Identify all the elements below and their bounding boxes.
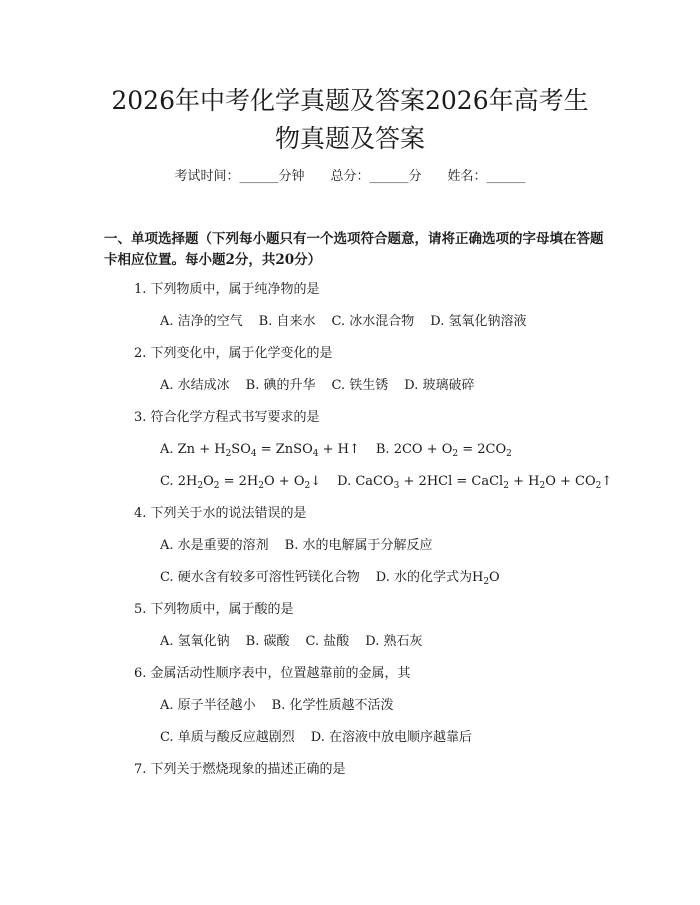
option-4a: A. 水是重要的溶剂	[160, 538, 269, 553]
option-1c: C. 冰水混合物	[331, 314, 415, 329]
option-6a: A. 原子半径越小	[160, 698, 256, 713]
exam-score: 总分：______分	[330, 169, 422, 184]
question-6-options-row-1	[160, 697, 393, 715]
question-3-stem: 3. 符合化学方程式书写要求的是	[134, 410, 320, 425]
exam-meta	[0, 168, 700, 186]
option-2c: C. 铁生锈	[331, 378, 389, 393]
option-5c: C. 盐酸	[305, 634, 350, 649]
question-4-options-row-2	[160, 569, 500, 587]
option-2b: B. 碘的升华	[245, 378, 316, 393]
option-6b: B. 化学性质越不活泼	[271, 698, 394, 713]
title-line-2: 物真题及答案	[274, 124, 425, 153]
question-2-options	[160, 377, 474, 395]
option-4d: D. 水的化学式为$H_2O$	[375, 570, 500, 587]
exam-name: 姓名：______	[447, 169, 526, 184]
question-4-options-row-1	[160, 537, 432, 555]
question-1-options	[160, 313, 526, 331]
question-5-options	[160, 633, 422, 651]
option-1a: A. 洁净的空气	[160, 314, 243, 329]
option-5b: B. 碳酸	[245, 634, 290, 649]
question-1-stem: 1. 下列物质中，属于纯净物的是	[134, 282, 320, 297]
option-6d: D. 在溶液中放电顺序越靠后	[310, 730, 472, 745]
question-5-stem: 5. 下列物质中，属于酸的是	[134, 602, 294, 617]
question-3-options-row-1	[160, 441, 512, 459]
section-heading: 一、单项选择题（下列每小题只有一个选项符合题意，请将正确选项的字母填在答题卡相应位置。每小题2分，共20分）	[104, 231, 604, 268]
option-6c: C. 单质与酸反应越剧烈	[160, 730, 295, 745]
question-2-stem: 2. 下列变化中，属于化学变化的是	[134, 346, 333, 361]
option-3b: B. $2CO + O_2 = 2CO_2$	[375, 442, 512, 459]
option-2a: A. 水结成冰	[160, 378, 230, 393]
option-3a: A. $Zn + H_2SO_4$ = ZnSO$_4$ + H↑	[160, 442, 360, 459]
question-4-stem: 4. 下列关于水的说法错误的是	[134, 506, 307, 521]
option-3c: C. $2H_2O_2 = 2H_2O$ + $O_2↓$	[160, 474, 322, 491]
option-4c: C. 硬水含有较多可溶性钙镁化合物	[160, 570, 360, 585]
page-title	[0, 82, 700, 158]
option-3d: D. CaCO$_3$ + 2HCl = CaCl$_2$ + $H_2O$ + $CO_2↑$	[337, 474, 613, 491]
option-1d: D. 氢氧化钠溶液	[430, 314, 527, 329]
question-7-stem: 7. 下列关于燃烧现象的描述正确的是	[134, 762, 346, 777]
question-6-stem: 6. 金属活动性顺序表中，位置越靠前的金属，其	[134, 666, 411, 681]
question-3-options-row-2	[160, 473, 612, 491]
option-2d: D. 玻璃破碎	[404, 378, 475, 393]
option-5a: A. 氢氧化钠	[160, 634, 230, 649]
title-line-1: 2026年中考化学真题及答案2026年高考生	[111, 86, 589, 115]
option-1b: B. 自来水	[258, 314, 316, 329]
option-5d: D. 熟石灰	[365, 634, 423, 649]
exam-time: 考试时间：______分钟	[174, 169, 305, 184]
option-4b: B. 水的电解属于分解反应	[284, 538, 433, 553]
question-6-options-row-2	[160, 729, 472, 747]
